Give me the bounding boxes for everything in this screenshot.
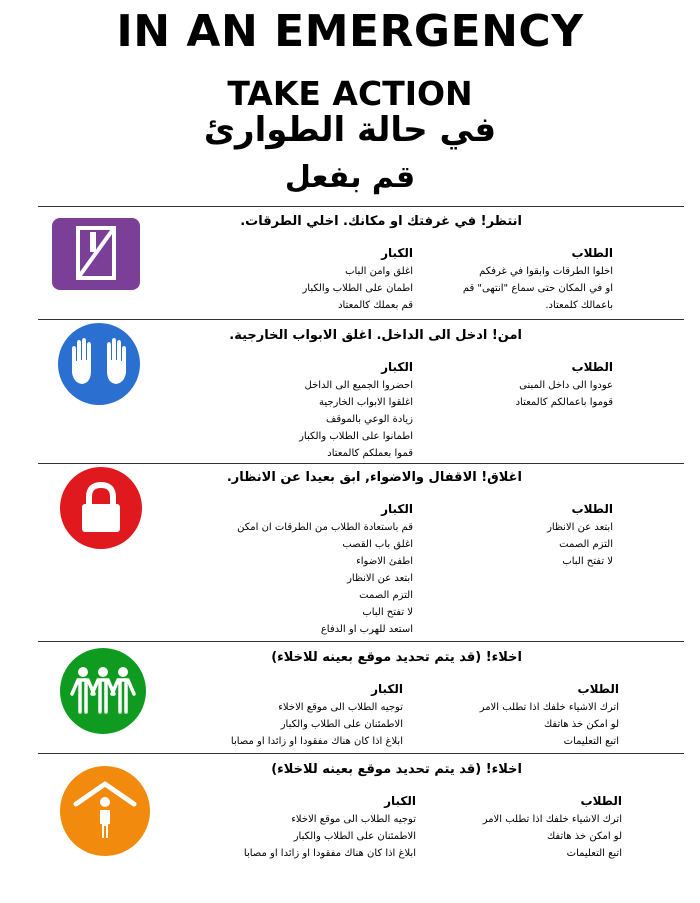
list-item: لا تفتح الباب xyxy=(362,607,413,618)
shelter-icon xyxy=(60,766,150,856)
list-item: عودوا الى داخل المبنى xyxy=(519,380,613,391)
list-item: اطمانوا على الطلاب والكبار xyxy=(299,431,413,442)
door-icon xyxy=(52,218,140,290)
list-item: او في المكان حتى سماع "انتهى" قم xyxy=(462,283,613,294)
list-item: التزم الصمت xyxy=(359,590,413,601)
section-title: اخلاء! (قد يتم تحديد موقع بعينه للاخلاء) xyxy=(271,650,522,665)
students-column xyxy=(516,358,613,411)
list-item: اغلقوا الابواب الخارجية xyxy=(318,397,413,408)
list-item: اترك الاشياء خلفك اذا تطلب الامر xyxy=(479,702,619,713)
adults-column xyxy=(237,500,413,638)
hands-icon xyxy=(58,323,140,405)
list-item: ابتعد عن الانظار xyxy=(347,573,413,584)
list-item: احضروا الجميع الى الداخل xyxy=(304,380,413,391)
students-column xyxy=(480,680,619,750)
list-item: زيادة الوعي بالموقف xyxy=(326,414,413,425)
list-item: ابتعد عن الانظار xyxy=(547,522,613,533)
list-item: قم بعملك كالمعتاد xyxy=(338,300,413,311)
list-item: لو امكن خذ هاتفك xyxy=(546,831,622,842)
list-item: توجيه الطلاب الى موقع الاخلاء xyxy=(278,702,403,713)
list-item: اتبع التعليمات xyxy=(566,848,622,859)
list-item: قموا بعملكم كالمعتاد xyxy=(327,448,413,459)
list-item: اطمان على الطلاب والكبار xyxy=(302,283,413,294)
students-header: الطلاب xyxy=(580,794,622,808)
section-divider xyxy=(38,641,684,642)
list-item: لو امكن خذ هاتفك xyxy=(543,719,619,730)
list-item: الاطمئنان على الطلاب والكبار xyxy=(293,831,416,842)
list-item: قم باستعادة الطلاب من الطرقات ان امكن xyxy=(237,522,413,533)
students-column xyxy=(547,500,613,570)
students-header: الطلاب xyxy=(571,502,613,516)
adults-header: الكبار xyxy=(381,246,413,260)
people-icon xyxy=(60,648,146,734)
section-divider xyxy=(38,753,684,754)
list-item: ابلاغ اذا كان هناك مفقودا او زائدا او مصابا xyxy=(243,848,416,859)
adults-column xyxy=(244,792,416,862)
students-header: الطلاب xyxy=(577,682,619,696)
list-item: اتبع التعليمات xyxy=(563,736,619,747)
section-divider xyxy=(38,463,684,464)
students-header: الطلاب xyxy=(571,246,613,260)
section-title: اغلاق! الاقفال والاضواء, ابق بعيدا عن الانظار. xyxy=(226,470,522,485)
students-column xyxy=(463,244,613,314)
list-item: اطفئ الاضواء xyxy=(356,556,413,567)
adults-header: الكبار xyxy=(371,682,403,696)
students-header: الطلاب xyxy=(571,360,613,374)
students-column xyxy=(483,792,622,862)
list-item: ابلاغ اذا كان هناك مفقودا او زائدا او مصابا xyxy=(230,736,403,747)
list-item: اغلق وامن الباب xyxy=(345,266,413,277)
page-title-arabic: في حالة الطوارئ xyxy=(203,110,497,150)
lock-icon xyxy=(60,467,142,549)
list-item: التزم الصمت xyxy=(559,539,613,550)
section-divider xyxy=(38,206,684,207)
adults-header: الكبار xyxy=(381,360,413,374)
list-item: اترك الاشياء خلفك اذا تطلب الامر xyxy=(482,814,622,825)
adults-header: الكبار xyxy=(384,794,416,808)
section-title: انتظر! في غرفتك او مكانك. اخلي الطرقات. xyxy=(240,214,522,229)
section-title: امن! ادخل الى الداخل. اغلق الابواب الخارجية. xyxy=(229,328,522,343)
section-title: اخلاء! (قد يتم تحديد موقع بعينه للاخلاء) xyxy=(271,762,522,777)
adults-column xyxy=(299,358,413,462)
list-item: لا تفتح الباب xyxy=(562,556,613,567)
section-divider xyxy=(38,319,684,320)
list-item: توجيه الطلاب الى موقع الاخلاء xyxy=(291,814,416,825)
list-item: اخلوا الطرقات وابقوا في غرفكم xyxy=(479,266,613,277)
page-subtitle-arabic: قم بفعل xyxy=(284,160,416,195)
adults-header: الكبار xyxy=(381,502,413,516)
list-item: الاطمئنان على الطلاب والكبار xyxy=(280,719,403,730)
list-item: قوموا باعمالكم كالمعتاد xyxy=(515,397,613,408)
page-subtitle: TAKE ACTION xyxy=(227,74,473,113)
page-title: IN AN EMERGENCY xyxy=(116,6,584,57)
list-item: اغلق باب القصب xyxy=(342,539,413,550)
adults-column xyxy=(302,244,413,314)
list-item: باعمالك كلمعتاد. xyxy=(545,300,613,311)
adults-column xyxy=(231,680,403,750)
list-item: استعد للهرب او الدفاع xyxy=(320,624,413,635)
